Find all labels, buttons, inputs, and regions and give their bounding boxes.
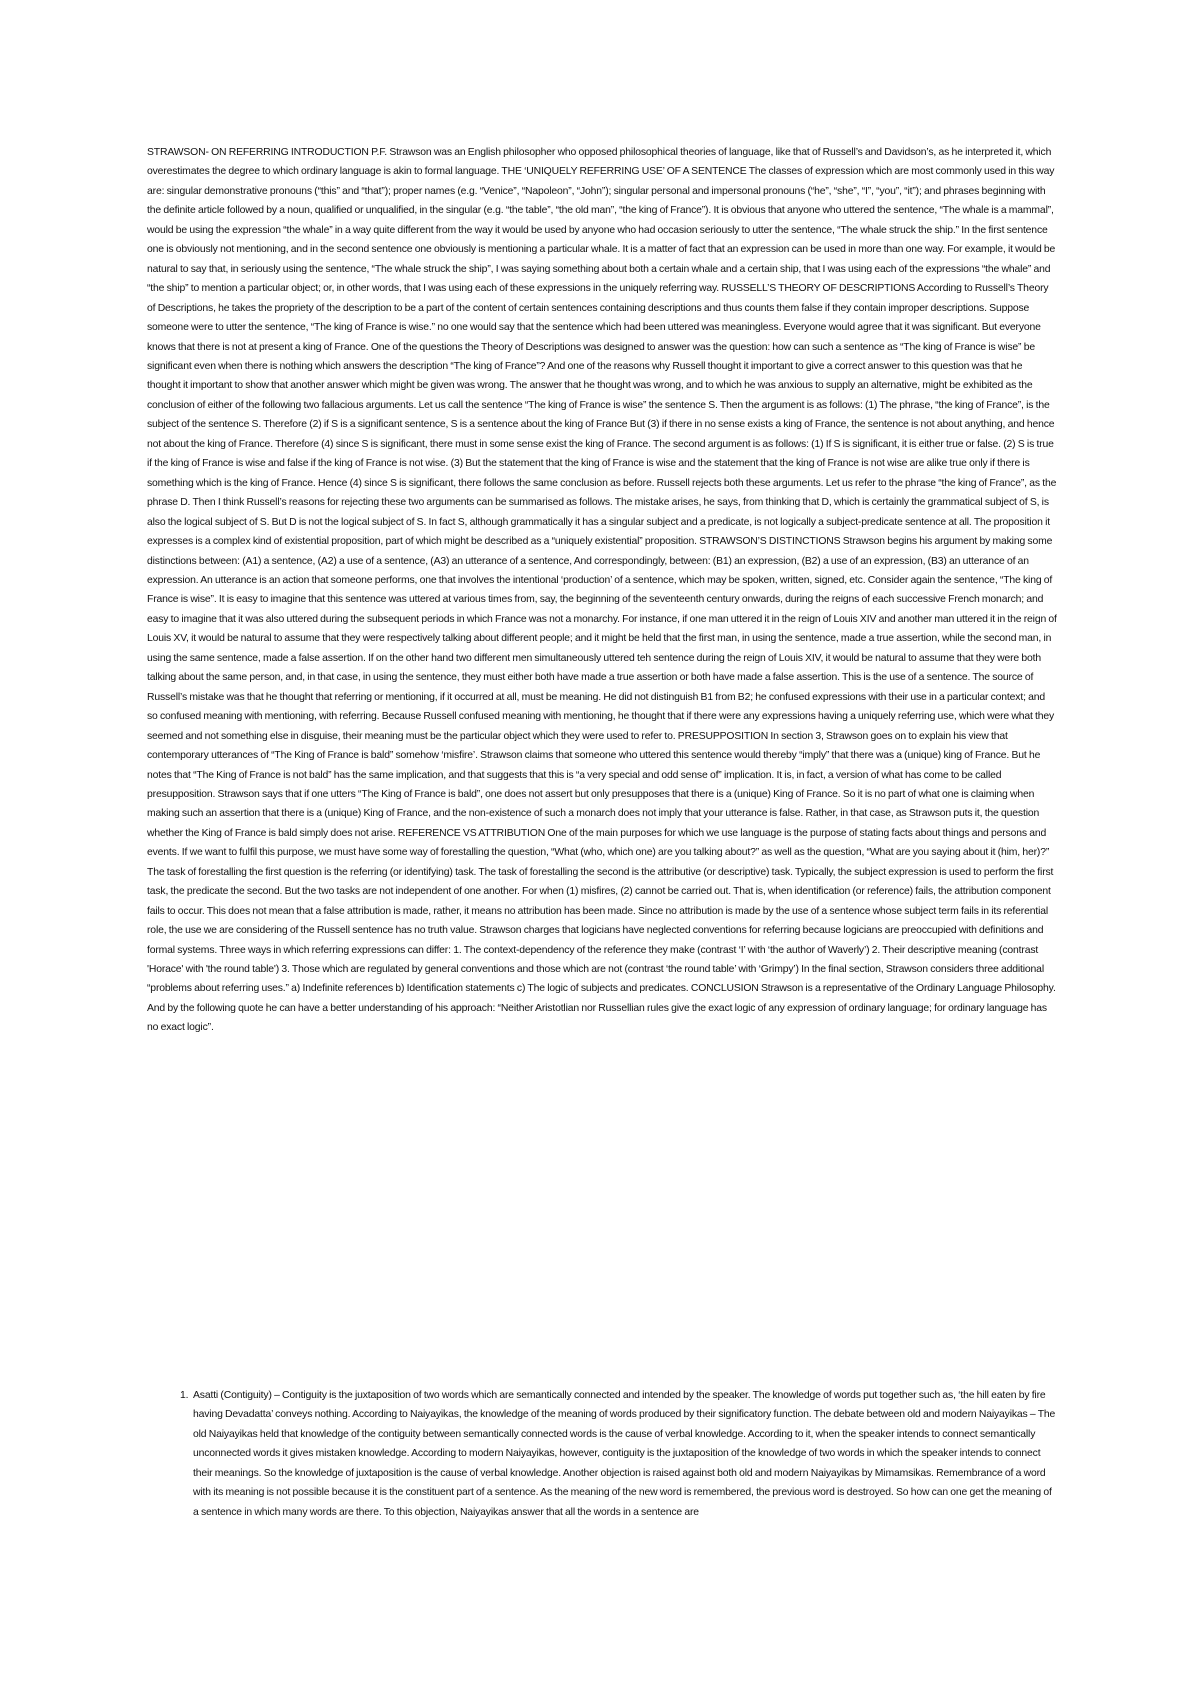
list-item-number: 1. (180, 1390, 189, 1401)
numbered-list (147, 1386, 1057, 1522)
list-item-text: Asatti (Contiguity) – Contiguity is the juxtaposition of two words which are semantically connected and intended by the speaker. The knowledge of words put together such as, ‘the hill eaten by fire having Devadatta’ conveys nothing. According to Naiyayikas, the knowledge of the meaning of words produced by their significatory function. The debate between old and modern Naiyayikas – The old Naiyayikas held that knowledge of the contiguity between semantically connected words is the cause of verbal knowledge. According to it, when the speaker intends to connect semantically unconnected words it gives mistaken knowledge. According to modern Naiyayikas, however, contiguity is the juxtaposition of the knowledge of two words in which the speaker intends to connect their meanings. So the knowledge of juxtaposition is the cause of verbal knowledge. Another objection is raised against both old and modern Naiyayikas by Mimamsikas. Remembrance of a word with its meaning is not possible because it is the constituent part of a sentence. As the meaning of the new word is remembered, the previous word is destroyed. So how can one get the meaning of a sentence in which many words are there. To this objection, Naiyayikas answer that all the words in a sentence are (193, 1390, 1056, 1518)
list-item (147, 1386, 1057, 1522)
essay-paragraph: STRAWSON- ON REFERRING INTRODUCTION P.F. Strawson was an English philosopher who opposed philosophical theories of language, like that of Russell’s and Davidson’s, as he interpreted it, which overestimates the degree to which ordinary language is akin to formal language. THE ‘UNIQUELY REFERRING USE’ OF A SENTENCE The classes of expression which are most commonly used in this way are: singular demonstrative pronouns (“this” and “that”); proper names (e.g. “Venice”, “Napoleon”, “John”); singular personal and impersonal pronouns (“he”, “she”, “I”, “you”, “it”); and phrases beginning with the definite article followed by a noun, qualified or unqualified, in the singular (e.g. “the table”, “the old man”, “the king of France”). It is obvious that anyone who uttered the sentence, “The whale is a mammal”, would be using the expression “the whale” in a way quite different from the way it would be used by anyone who had occasion seriously to utter the sentence, “The whale struck the ship.” In the first sentence one is obviously not mentioning, and in the second sentence one obviously is mentioning a particular whale. It is a matter of fact that an expression can be used in more than one way. For example, it would be natural to say that, in seriously using the sentence, “The whale struck the ship”, I was saying something about both a certain whale and a certain ship, that I was using each of the expressions “the whale” and “the ship” to mention a particular object; or, in other words, that I was using each of these expressions in the uniquely referring way. RUSSELL’S THEORY OF DESCRIPTIONS According to Russell’s Theory of Descriptions, he takes the propriety of the description to be a part of the content of certain sentences containing descriptions and thus counts them false if they contain improper descriptions. Suppose someone were to utter the sentence, “The king of France is wise.” no one would say that the sentence which had been uttered was meaningless. Everyone would agree that it was significant. But everyone knows that there is not at present a king of France. One of the questions the Theory of Descriptions was designed to answer was the question: how can such a sentence as “The king of France is wise” be significant even when there is nothing which answers the description “The king of France”? And one of the reasons why Russell thought it important to give a correct answer to this question was that he thought it important to show that another answer which might be given was wrong. The answer that he thought was wrong, and to which he was anxious to supply an alternative, might be exhibited as the conclusion of either of the following two fallacious arguments. Let us call the sentence “The king of France is wise” the sentence S. Then the argument is as follows: (1) The phrase, “the king of France”, is the subject of the sentence S. Therefore (2) if S is a significant sentence, S is a sentence about the king of France But (3) if there in no sense exists a king of France, the sentence is not about anything, and hence not about the king of France. Therefore (4) since S is significant, there must in some sense exist the king of France. The second argument is as follows: (1) If S is significant, it is either true or false. (2) S is true if the king of France is wise and false if the king of France is not wise. (3) But the statement that the king of France is wise and the statement that the king of France is not wise are alike true only if there is something which is the king of France. Hence (4) since S is significant, there follows the same conclusion as before. Russell rejects both these arguments. Let us refer to the phrase “the king of France”, as the phrase D. Then I think Russell’s reasons for rejecting these two arguments can be summarised as follows. The mistake arises, he says, from thinking that D, which is certainly the grammatical subject of S, is also the logical subject of S. But D is not the logical subject of S. In fact S, although grammatically it has a singular subject and a predicate, is not logically a subject-predicate sentence at all. The proposition it expresses is a complex kind of existential proposition, part of which might be described as a “uniquely existential” proposition. STRAWSON’S DISTINCTIONS Strawson begins his argument by making some distinctions between: (A1) a sentence, (A2) a use of a sentence, (A3) an utterance of a sentence, And correspondingly, between: (B1) an expression, (B2) a use of an expression, (B3) an utterance of an expression. An utterance is an action that someone performs, one that involves the intentional ‘production’ of a sentence, which may be spoken, written, signed, etc. Consider again the sentence, “The king of France is wise”. It is easy to imagine that this sentence was uttered at various times from, say, the beginning of the seventeenth century onwards, during the reigns of each successive French monarch; and easy to imagine that it was also uttered during the subsequent periods in which France was not a monarchy. For instance, if one man uttered it in the reign of Louis XIV and another man uttered it in the reign of Louis XV, it would be natural to assume that they were respectively talking about different people; and it might be held that the first man, in using the sentence, made a true assertion, while the second man, in using the same sentence, made a false assertion. If on the other hand two different men simultaneously uttered teh sentence during the reign of Louis XIV, it would be natural to assume that they were both talking about the same person, and, in that case, in using the sentence, they must either both have made a true assertion or both have made a false assertion. This is the use of a sentence. The source of Russell’s mistake was that he thought that referring or mentioning, if it occurred at all, must be meaning. He did not distinguish B1 from B2; he confused expressions with their use in a particular context; and so confused meaning with mentioning, with referring. Because Russell confused meaning with mentioning, he thought that if there were any expressions having a uniquely referring use, which were what they seemed and not something else in disguise, their meaning must be the particular object which they were used to refer to. PRESUPPOSITION In section 3, Strawson goes on to explain his view that contemporary utterances of “The King of France is bald” somehow ‘misfire’. Strawson claims that someone who uttered this sentence would thereby “imply” that there was a (unique) king of France. But he notes that “The King of France is not bald” has the same implication, and that suggests that this is “a very special and odd sense of” implication. It is, in fact, a version of what has come to be called presupposition. Strawson says that if one utters “The King of France is bald”, one does not assert but only presupposes that there is a (unique) King of France. So it is no part of what one is claiming when making such an assertion that there is a (unique) King of France, and the non-existence of such a monarch does not imply that your utterance is false. Rather, in that case, as Strawson puts it, the question whether the King of France is bald simply does not arise. REFERENCE VS ATTRIBUTION One of the main purposes for which we use language is the purpose of stating facts about things and persons and events. If we want to fulfil this purpose, we must have some way of forestalling the question, “What (who, which one) are you talking about?” as well as the question, “What are you saying about it (him, her)?” The task of forestalling the first question is the referring (or identifying) task. The task of forestalling the second is the attributive (or descriptive) task. Typically, the subject expression is used to perform the first task, the predicate the second. But the two tasks are not independent of one another. For when (1) misfires, (2) cannot be carried out. That is, when identification (or reference) fails, the attribution component fails to occur. This does not mean that a false attribution is made, rather, it means no attribution has been made. Since no attribution is made by the use of a sentence whose subject term fails in its referential role, the use we are considering of the Russell sentence has no truth value. Strawson charges that logicians have neglected conventions for referring because logicians are preoccupied with definitions and formal systems. Three ways in which referring expressions can differ: 1. The context-dependency of the reference they make (contrast ‘I’ with ‘the author of Waverly’) 2. Their descriptive meaning (contrast 'Horace' with 'the round table') 3. Those which are regulated by general conventions and those which are not (contrast ‘the round table’ with ‘Grimpy’) In the final section, Strawson considers three additional “problems about referring uses.” a) Indefinite references b) Identification statements c) The logic of subjects and predicates. CONCLUSION Strawson is a representative of the Ordinary Language Philosophy. And by the following quote he can have a better understanding of his approach: “Neither Aristotlian nor Russellian rules give the exact logic of any expression of ordinary language; for ordinary language has no exact logic”. (147, 147, 1057, 1034)
